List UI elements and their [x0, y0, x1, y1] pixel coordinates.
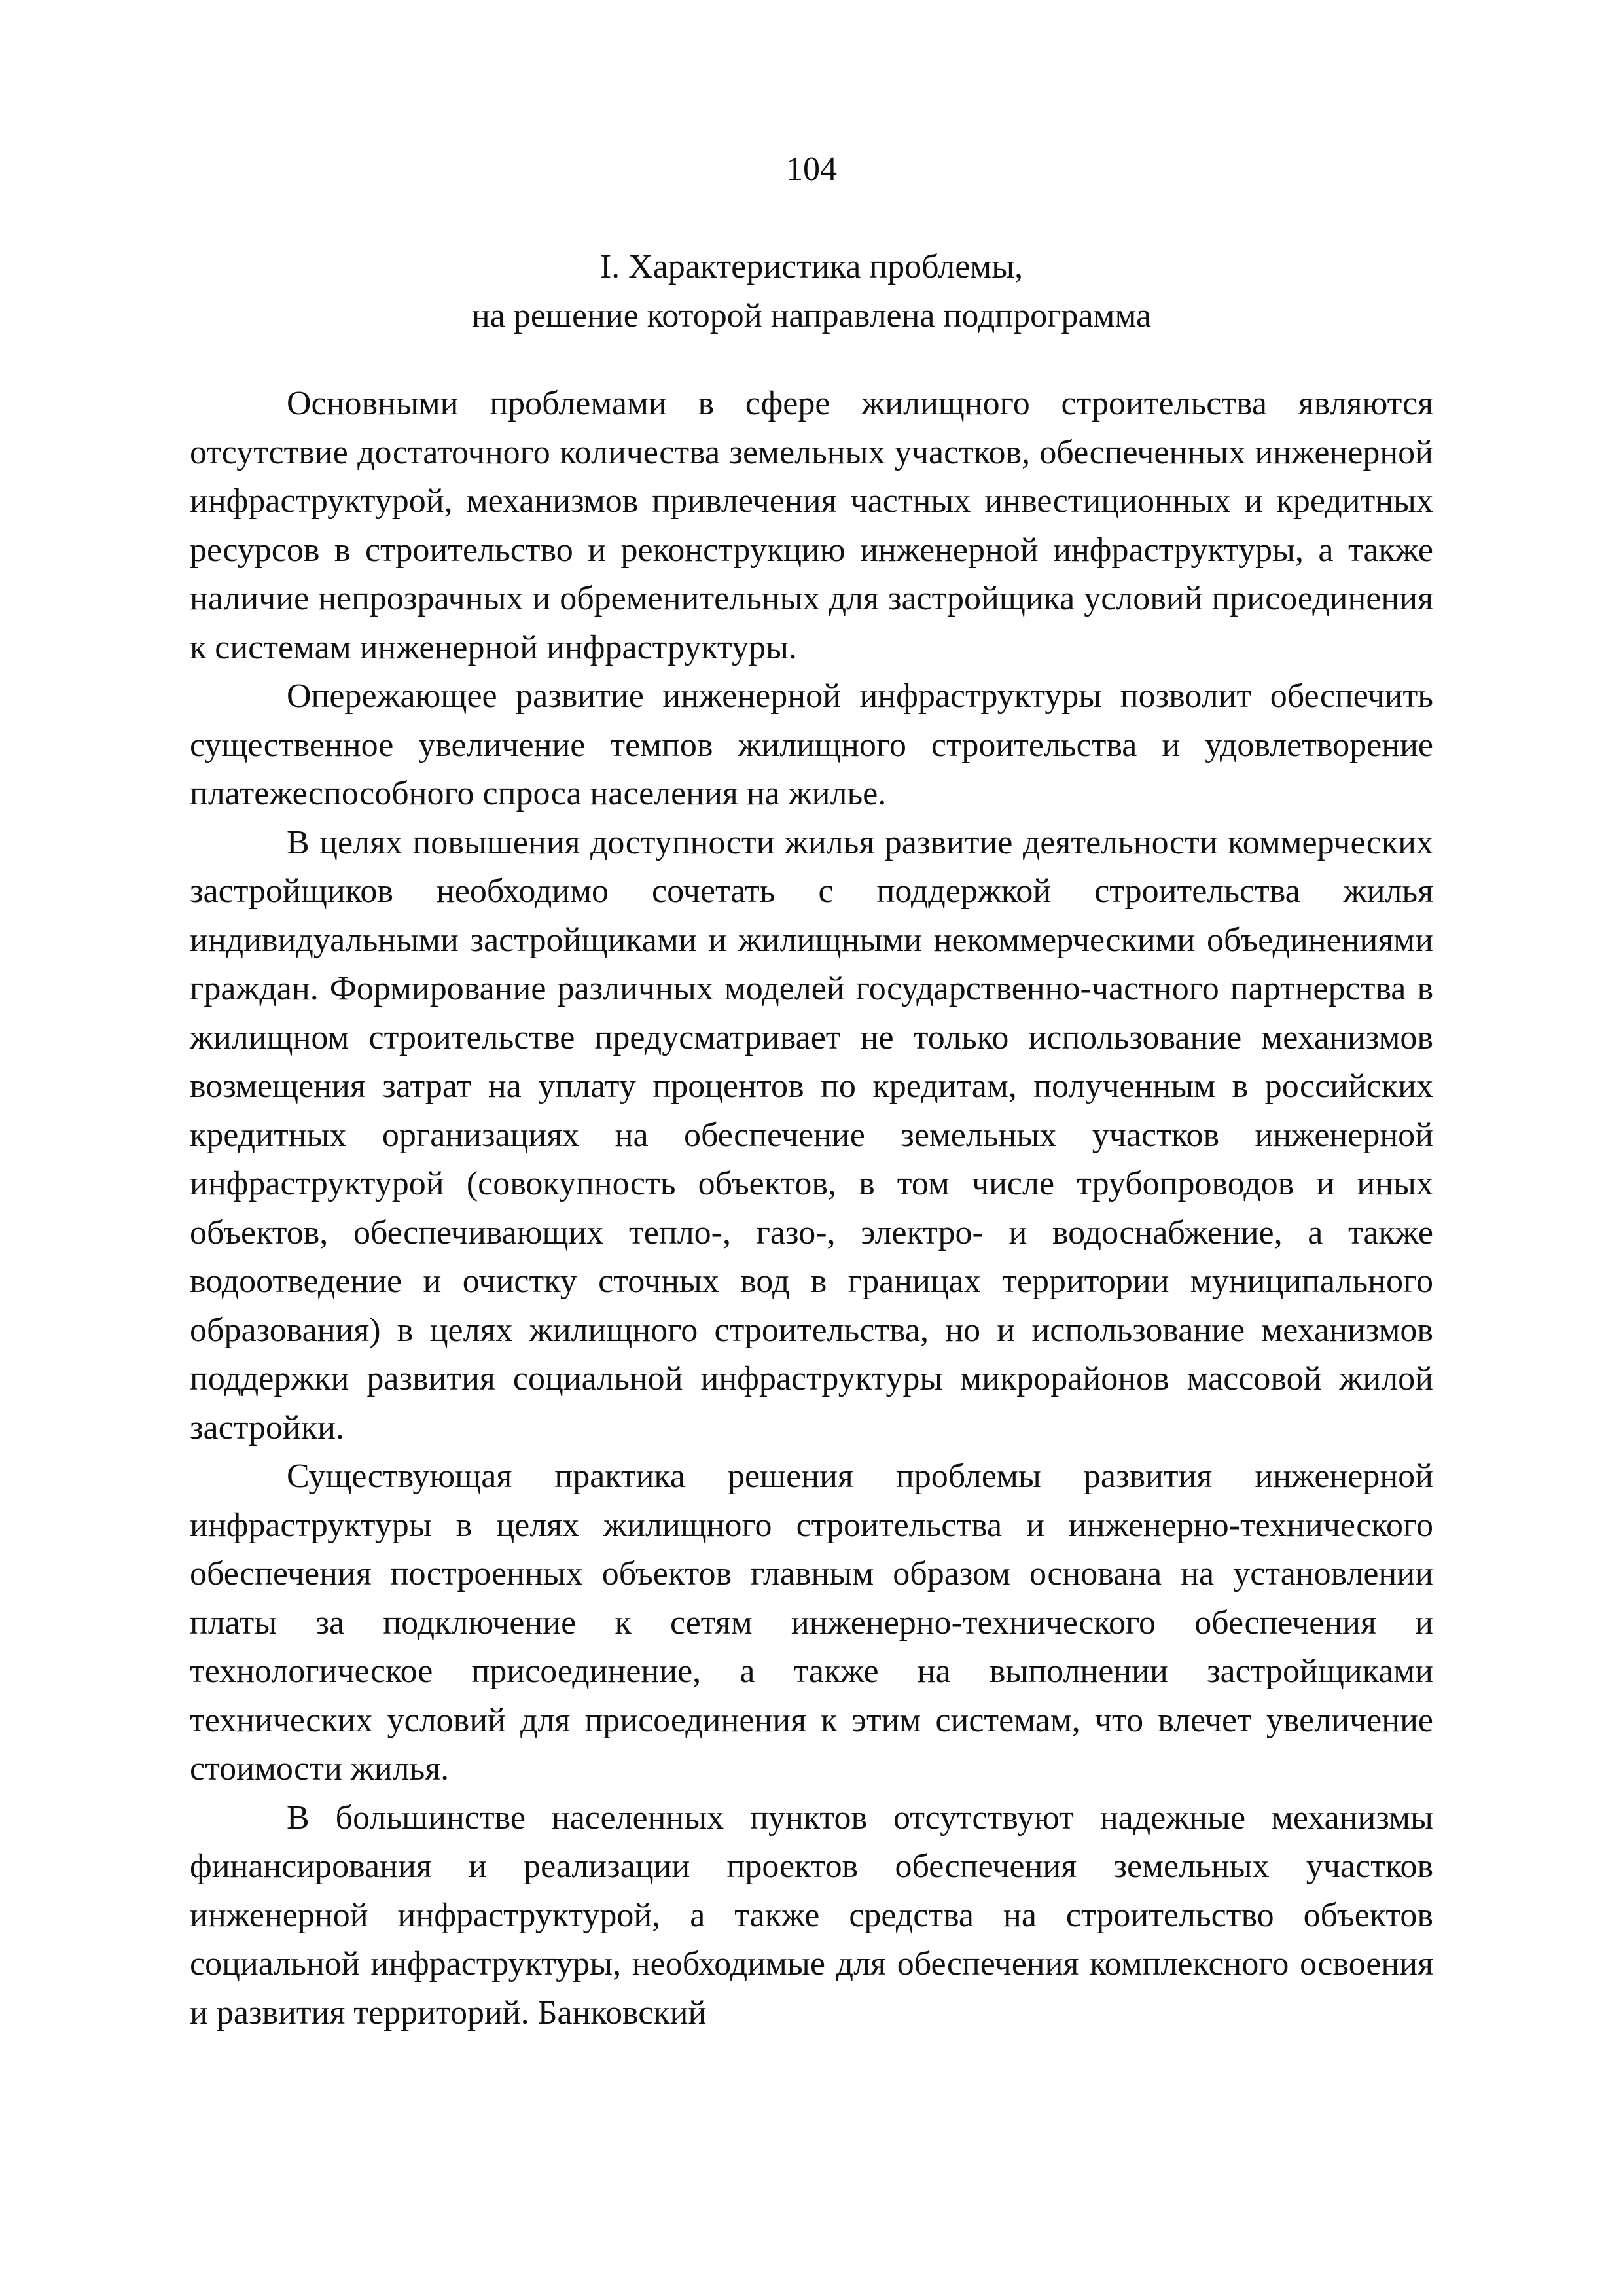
paragraph: В большинстве населенных пунктов отсутствуют надежные механизмы финансирования и реализации проектов обеспечения земельных участков инженерной инфраструктурой, а также средства на строительство объектов социальной инфраструктуры, необходимые для обеспечения комплексного освоения и развития территорий. Банковский	[190, 1799, 1433, 2032]
section-heading-line-2: на решение которой направлена подпрограмма	[471, 297, 1152, 334]
section-heading	[190, 242, 1433, 340]
paragraph: Опережающее развитие инженерной инфраструктуры позволит обеспечить существенное увеличение темпов жилищного строительства и удовлетворение платежеспособного спроса населения на жилье.	[190, 677, 1433, 812]
section-heading-line-1: I. Характеристика проблемы,	[599, 248, 1024, 285]
paragraph: Существующая практика решения проблемы развития инженерной инфраструктуры в целях жилищного строительства и инженерно-технического обеспечения построенных объектов главным образом основана на установлении платы за подключение к сетям инженерно-технического обеспечения и технологическое присоединение, а также на выполнении застройщиками технических условий для присоединения к этим системам, что влечет увеличение стоимости жилья.	[190, 1458, 1433, 1787]
page-number: 104	[786, 151, 837, 188]
paragraph: В целях повышения доступности жилья развитие деятельности коммерческих застройщиков необходимо сочетать с поддержкой строительства жилья индивидуальными застройщиками и жилищными некоммерческими объединениями граждан. Формирование различных моделей государственно-частного партнерства в жилищном строительстве предусматривает не только использование механизмов возмещения затрат на уплату процентов по кредитам, полученным в российских кредитных организациях на обеспечение земельных участков инженерной инфраструктурой (совокупность объектов, в том числе трубопроводов и иных объектов, обеспечивающих тепло-, газо-, электро- и водоснабжение, а также водоотведение и очистку сточных вод в границах территории муниципального образования) в целях жилищного строительства, но и использование механизмов поддержки развития социальной инфраструктуры микрорайонов массовой жилой застройки.	[190, 823, 1433, 1446]
paragraph: Основными проблемами в сфере жилищного строительства являются отсутствие достаточного количества земельных участков, обеспеченных инженерной инфраструктурой, механизмов привлечения частных инвестиционных и кредитных ресурсов в строительство и реконструкцию инженерной инфраструктуры, а также наличие непрозрачных и обременительных для застройщика условий присоединения к системам инженерной инфраструктуры.	[190, 385, 1433, 666]
body-text	[190, 380, 1433, 2037]
